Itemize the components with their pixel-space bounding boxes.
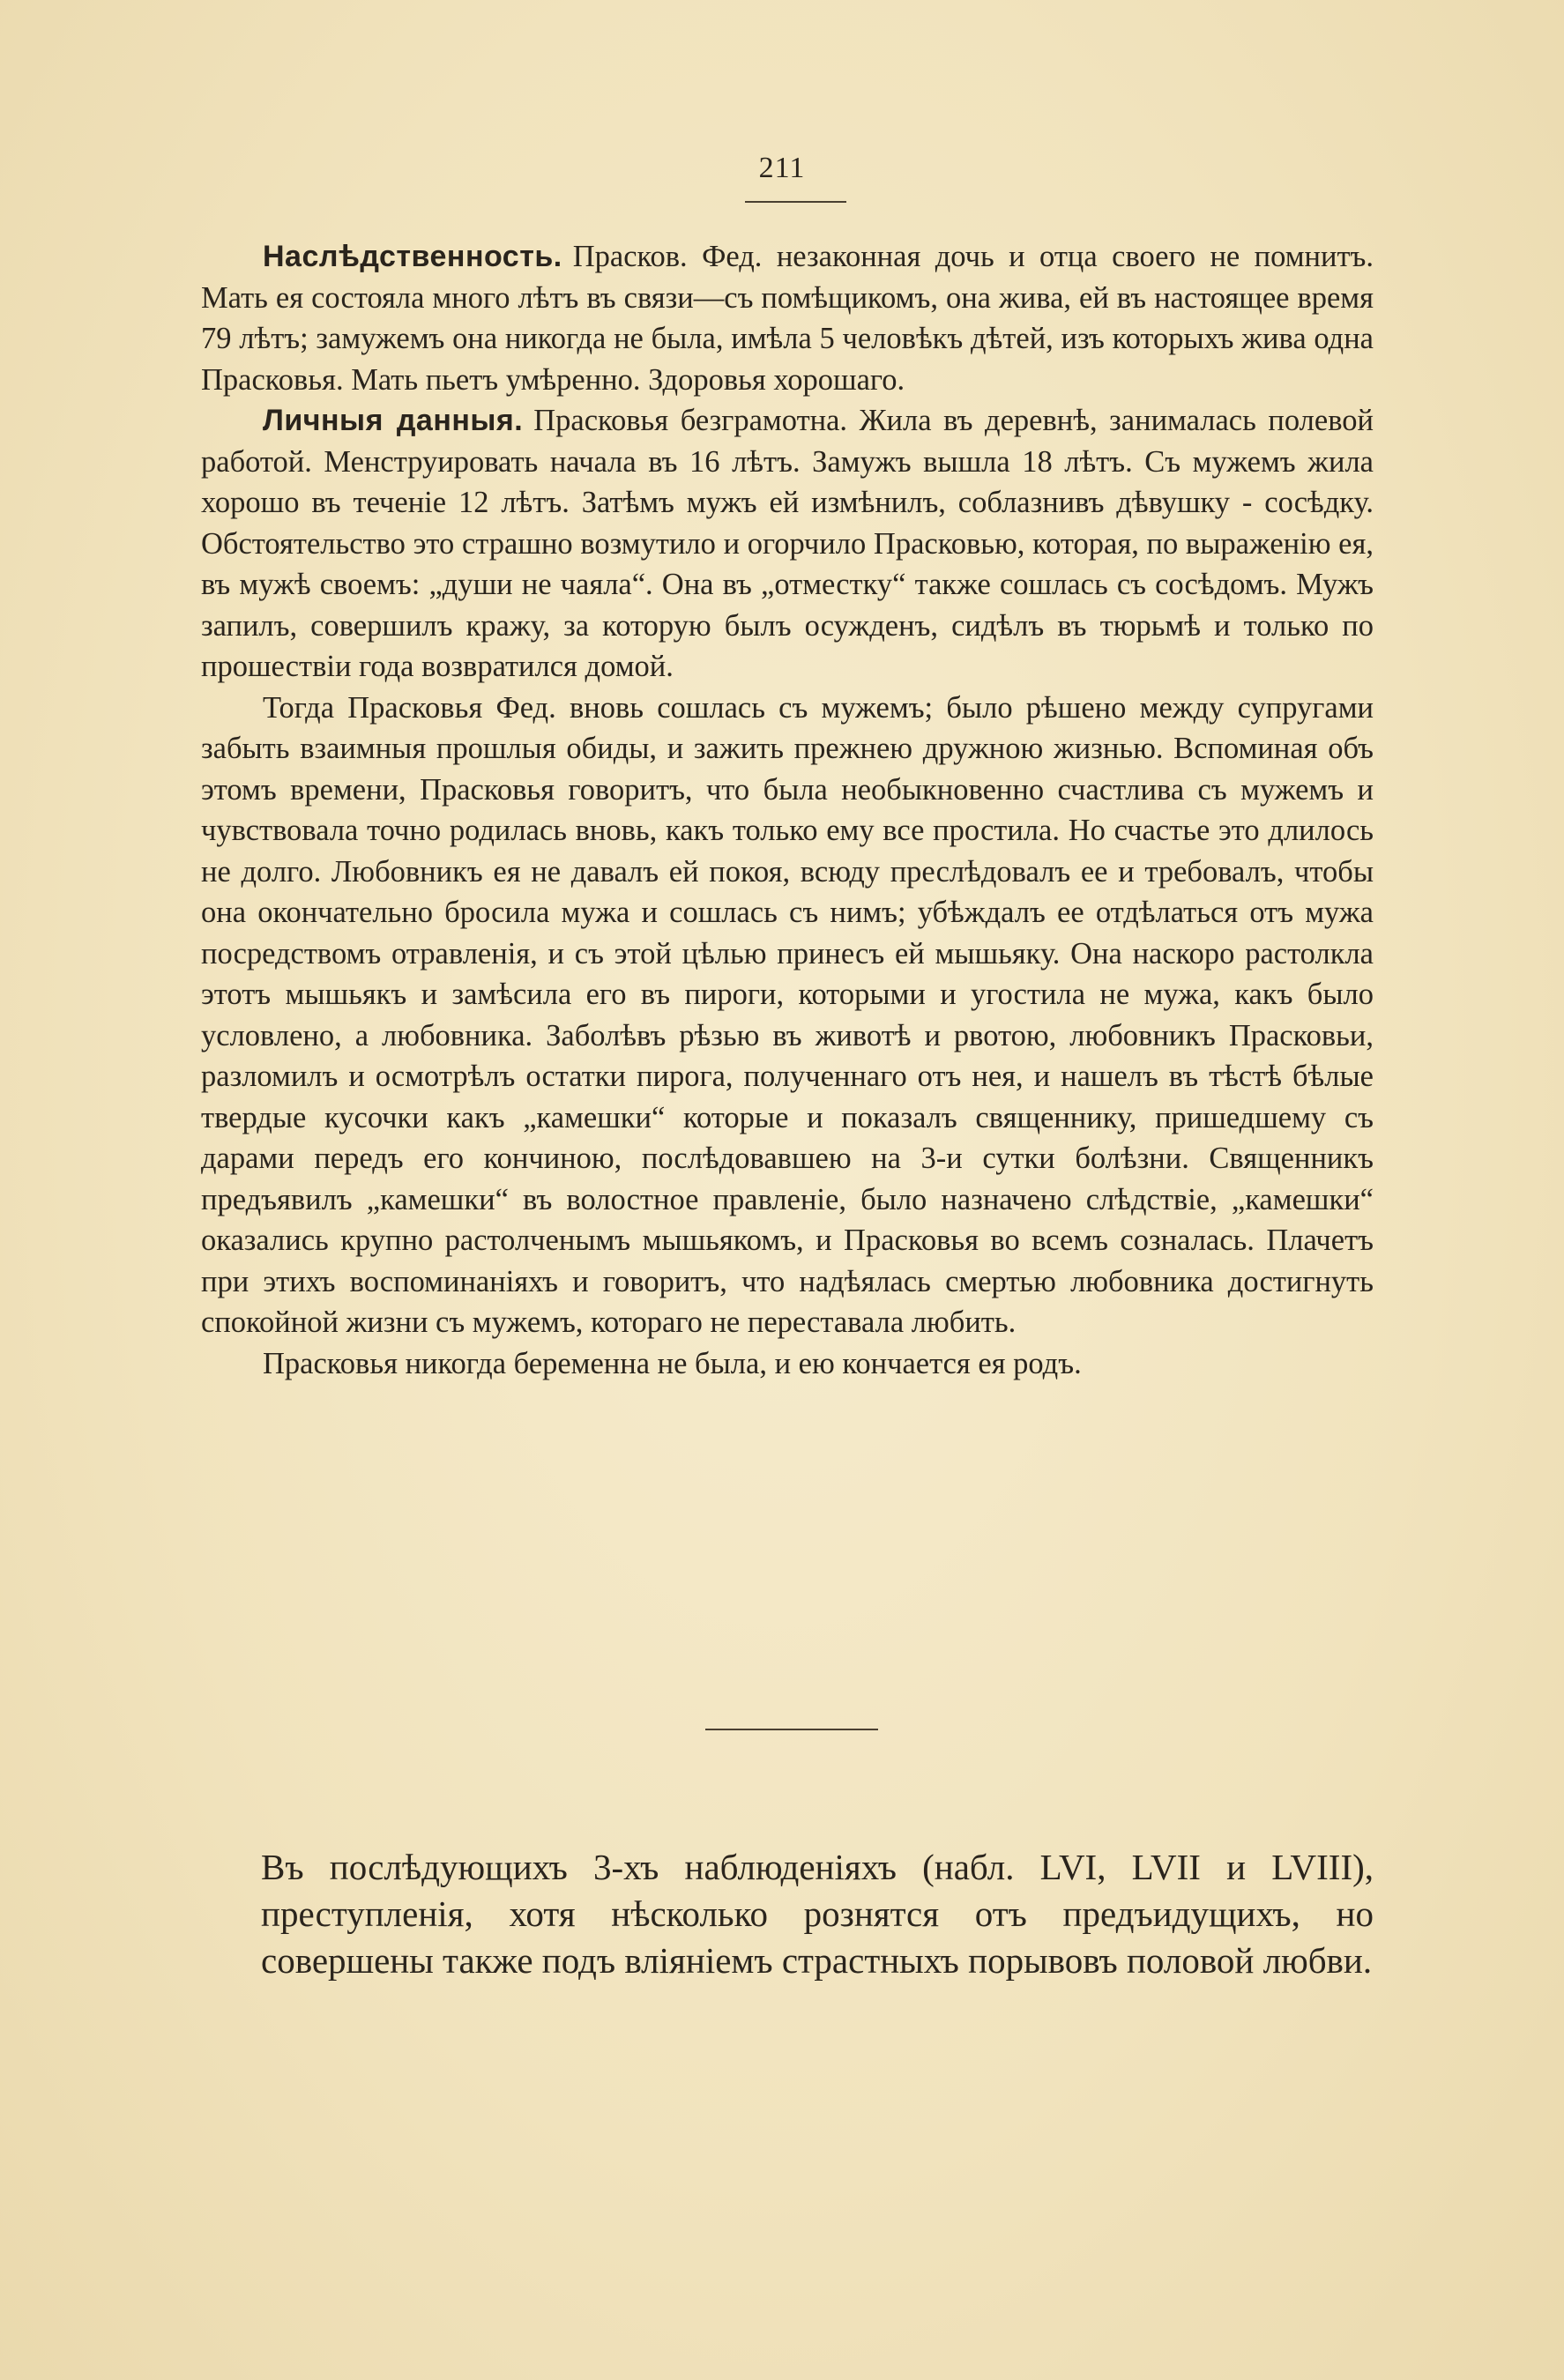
closing-paragraph: Въ послѣдующихъ 3-хъ наблюденіяхъ (набл. LVI, LVII и LVIII), преступленія, хотя нѣсколько рознятся отъ предъидущихъ, но совершены также подъ вліяніемъ страстныхъ порывовъ половой любви. — [261, 1847, 1374, 1981]
personal-data-body: Прасковья безграмотна. Жила въ деревнѣ, занималась полевой работой. Менструировать начала въ 16 лѣтъ. Замужъ вышла 18 лѣтъ. Съ мужемъ жила хорошо въ теченіе 12 лѣтъ. Затѣмъ мужъ ей измѣнилъ, соблазнивъ дѣвушку - сосѣдку. Обстоятельство это страшно возмутило и огорчило Прасковью, которая, по выраженію ея, въ мужѣ своемъ: „души не чаяла“. Она въ „отместку“ также сошлась съ сосѣдомъ. Мужъ запилъ, совершилъ кражу, за которую былъ осужденъ, сидѣлъ въ тюрьмѣ и только по прошествіи года возвратился домой. — [201, 404, 1374, 683]
page-number-rule — [745, 201, 846, 203]
section-divider — [705, 1729, 878, 1730]
final-paragraph: Прасковья никогда беременна не была, и ею кончается ея родъ. — [263, 1346, 1082, 1380]
case-text — [201, 236, 1374, 1384]
personal-data-heading: Личныя данныя. — [263, 404, 524, 437]
page-number: 211 — [758, 152, 806, 184]
heredity-body: Прасков. Фед. незаконная дочь и отца своего не помнитъ. Мать ея состояла много лѣтъ въ связи—съ помѣщикомъ, она жива, ей въ настоящее время 79 лѣтъ; замужемъ она никогда не была, имѣла 5 человѣкъ дѣтей, изъ которыхъ жива одна Прасковья. Мать пьетъ умѣренно. Здоровья хорошаго. — [201, 240, 1374, 397]
poisoning-paragraph: Тогда Прасковья Фед. вновь сошлась съ мужемъ; было рѣшено между супругами забыть взаимныя прошлыя обиды, и зажить прежнею дружною жизнью. Вспоминая объ этомъ времени, Прасковья говоритъ, что была необыкновенно счастлива съ мужемъ и чувствовала точно родилась вновь, какъ только ему все простила. Но счастье это длилось не долго. Любовникъ ея не давалъ ей покоя, всюду преслѣдовалъ ее и требовалъ, чтобы она окончательно бросила мужа и сошлась съ нимъ; убѣждалъ ее отдѣлаться отъ мужа посредствомъ отравленія, и съ этой цѣлью принесъ ей мышьяку. Она наскоро растолкла этотъ мышьякъ и замѣсила его въ пироги, которыми и угостила не мужа, какъ было условлено, а любовника. Заболѣвъ рѣзью въ животѣ и рвотою, любовникъ Прасковьи, разломилъ и осмотрѣлъ остатки пирога, полученнаго отъ нея, и нашелъ въ тѣстѣ бѣлые твердые кусочки какъ „камешки“ которые и показалъ священнику, пришедшему съ дарами передъ его кончиною, послѣдовавшею на 3-и сутки болѣзни. Священникъ предъявилъ „камешки“ въ волостное правленіе, было назначено слѣдствіе, „камешки“ оказались крупно растолченымъ мышьякомъ, и Прасковья во всемъ созналась. Плачетъ при этихъ воспоминаніяхъ и говоритъ, что надѣялась смертью любовника достигнуть спокойной жизни съ мужемъ, котораго не переставала любить. — [201, 690, 1374, 1339]
closing-section — [261, 1844, 1374, 1984]
personal-data-paragraph — [201, 400, 1374, 688]
heredity-heading: Наслѣдственность. — [263, 240, 562, 273]
heredity-paragraph — [201, 236, 1374, 400]
